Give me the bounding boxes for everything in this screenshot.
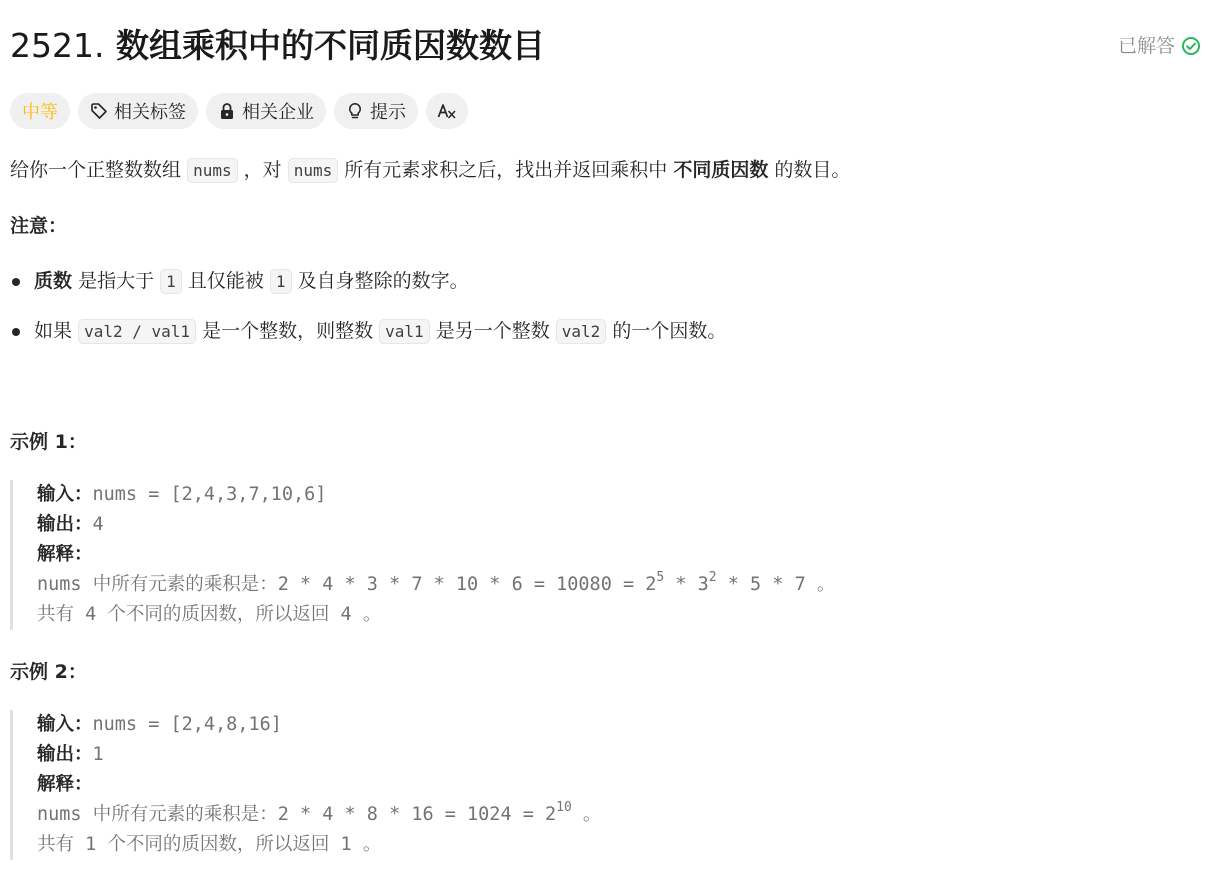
input-value: nums = [2,4,3,7,10,6] bbox=[92, 484, 327, 505]
description-text: ，对 bbox=[243, 159, 282, 181]
example-2-title: 示例 2： bbox=[10, 661, 87, 683]
solved-status bbox=[1118, 32, 1201, 60]
explain-text: * 3 bbox=[664, 574, 709, 595]
inline-code: val1 bbox=[379, 319, 430, 344]
exponent: 5 bbox=[656, 569, 665, 585]
lightbulb-icon bbox=[346, 102, 364, 120]
note-list bbox=[10, 264, 726, 364]
problem-number: 2521. bbox=[10, 26, 105, 65]
explain-text: * 5 * 7 。 bbox=[716, 574, 836, 595]
example-1-title: 示例 1： bbox=[10, 431, 87, 453]
example-output-line bbox=[37, 740, 601, 770]
note-text: 的一个因数。 bbox=[612, 320, 727, 342]
difficulty-label: 中等 bbox=[22, 102, 58, 123]
note-text: 是一个整数，则整数 bbox=[202, 320, 374, 342]
related-tags-label: 相关标签 bbox=[114, 102, 186, 123]
explain-label: 解释： bbox=[37, 544, 93, 565]
related-companies-label: 相关企业 bbox=[242, 102, 314, 123]
output-value: 4 bbox=[92, 514, 104, 535]
title-row bbox=[10, 24, 1205, 72]
input-label: 输入： bbox=[37, 484, 93, 505]
exponent: 2 bbox=[708, 569, 717, 585]
example-explain-line bbox=[37, 540, 835, 570]
note-bold: 质数 bbox=[34, 270, 73, 292]
inline-code: nums bbox=[288, 158, 339, 183]
list-item bbox=[10, 314, 726, 364]
example-explain-line bbox=[37, 770, 601, 800]
example-output-line bbox=[37, 510, 835, 540]
inline-code: val2 / val1 bbox=[78, 319, 196, 344]
example-input-line bbox=[37, 480, 835, 510]
solved-label: 已解答 bbox=[1117, 35, 1175, 57]
description-bold: 不同质因数 bbox=[673, 159, 769, 181]
inline-code: 1 bbox=[160, 269, 182, 294]
related-tags-button[interactable] bbox=[78, 93, 198, 129]
translate-button[interactable] bbox=[426, 93, 468, 129]
explain-text: nums 中所有元素的乘积是：2 * 4 * 3 * 7 * 10 * 6 = 10080 = 2 bbox=[37, 574, 657, 595]
inline-code: 1 bbox=[270, 269, 292, 294]
note-text: 如果 bbox=[34, 320, 73, 342]
example-input-line bbox=[37, 710, 601, 740]
check-circle-icon bbox=[1181, 36, 1201, 56]
inline-code: val2 bbox=[556, 319, 607, 344]
explain-text: 。 bbox=[571, 804, 602, 825]
example-explain-text: 共有 4 个不同的质因数，所以返回 4 。 bbox=[37, 604, 382, 625]
explain-text: nums 中所有元素的乘积是：2 * 4 * 8 * 16 = 1024 = 2 bbox=[37, 804, 557, 825]
difficulty-badge bbox=[10, 93, 70, 129]
note-text: 及自身整除的数字。 bbox=[297, 270, 469, 292]
example-2-block bbox=[10, 710, 601, 860]
input-label: 输入： bbox=[37, 714, 93, 735]
tag-row bbox=[10, 93, 468, 129]
input-value: nums = [2,4,8,16] bbox=[92, 714, 282, 735]
example-explain-text: 共有 1 个不同的质因数，所以返回 1 。 bbox=[37, 834, 382, 855]
output-label: 输出： bbox=[37, 744, 93, 765]
lock-icon bbox=[218, 102, 236, 120]
note-text: 且仅能被 bbox=[187, 270, 264, 292]
output-value: 1 bbox=[92, 744, 104, 765]
example-explain-text bbox=[37, 570, 835, 600]
example-explain-text bbox=[37, 800, 601, 830]
related-companies-button[interactable] bbox=[206, 93, 326, 129]
page-title bbox=[10, 24, 545, 68]
example-1-block bbox=[10, 480, 835, 630]
list-item bbox=[10, 264, 726, 314]
problem-name: 数组乘积中的不同质因数数目 bbox=[115, 26, 545, 65]
translate-icon bbox=[437, 102, 457, 120]
hint-label: 提示 bbox=[370, 102, 406, 123]
note-text: 是指大于 bbox=[78, 270, 155, 292]
hint-button[interactable] bbox=[334, 93, 418, 129]
explain-label: 解释： bbox=[37, 774, 93, 795]
tag-icon bbox=[90, 102, 108, 120]
note-text: 是另一个整数 bbox=[435, 320, 550, 342]
description-text: 的数目。 bbox=[774, 159, 851, 181]
output-label: 输出： bbox=[37, 514, 93, 535]
problem-description bbox=[10, 153, 850, 188]
inline-code: nums bbox=[187, 158, 238, 183]
exponent: 10 bbox=[556, 799, 572, 815]
description-text: 给你一个正整数数组 bbox=[10, 159, 182, 181]
description-text: 所有元素求积之后，找出并返回乘积中 bbox=[344, 159, 668, 181]
note-heading: 注意： bbox=[10, 215, 68, 237]
